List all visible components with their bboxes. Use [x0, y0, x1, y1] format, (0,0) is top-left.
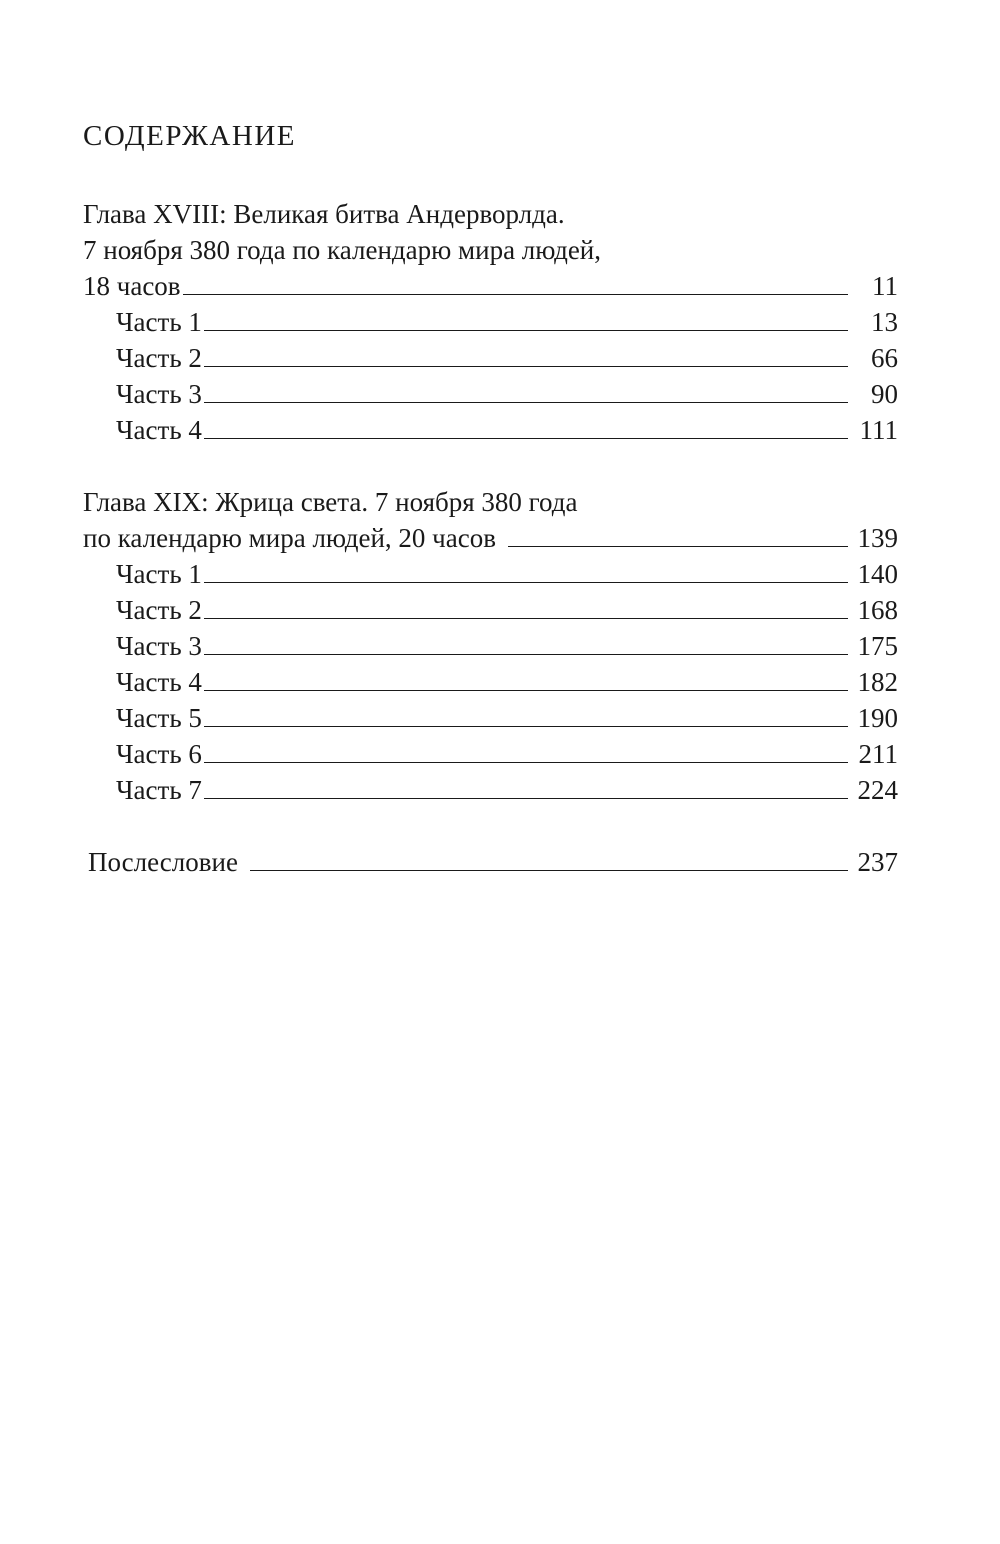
toc-entry-chapter-19[interactable]	[83, 520, 898, 556]
toc-entry-ch19-part-7[interactable]	[116, 772, 898, 808]
leader-line	[508, 520, 848, 547]
page-number: 140	[857, 559, 898, 589]
chapter-18-title-line-2: 7 ноября 380 года по календарю мира людей,	[83, 235, 601, 265]
entry-label: Часть 2	[116, 595, 202, 625]
page-number: 90	[871, 379, 898, 409]
leader-line	[204, 556, 848, 583]
leader-line	[204, 628, 848, 655]
entry-label: Часть 4	[116, 667, 202, 697]
leader-line	[204, 664, 848, 691]
toc-entry-ch19-part-6[interactable]	[116, 736, 898, 772]
leader-line	[183, 268, 848, 295]
page-number: 13	[871, 307, 898, 337]
chapter-18-title-line-1: Глава XVIII: Великая битва Андерворлда.	[83, 199, 565, 229]
entry-label: Часть 1	[116, 559, 202, 589]
toc-entry-ch18-part-1[interactable]	[116, 304, 898, 340]
leader-line	[204, 592, 848, 619]
toc-entry-ch19-part-3[interactable]	[116, 628, 898, 664]
toc-entry-chapter-18[interactable]	[83, 268, 898, 304]
leader-line	[250, 844, 848, 871]
page-number: 211	[858, 739, 898, 769]
leader-line	[204, 412, 848, 439]
toc-entry-ch18-part-2[interactable]	[116, 340, 898, 376]
leader-line	[204, 340, 848, 367]
toc-entry-ch19-part-1[interactable]	[116, 556, 898, 592]
leader-line	[204, 376, 848, 403]
leader-line	[204, 700, 848, 727]
toc-entry-ch18-part-4[interactable]	[116, 412, 898, 448]
chapter-19-title-line-1: Глава XIX: Жрица света. 7 ноября 380 года	[83, 487, 578, 517]
toc-entry-ch19-part-2[interactable]	[116, 592, 898, 628]
toc-entry-ch19-part-5[interactable]	[116, 700, 898, 736]
leader-line	[204, 772, 848, 799]
entry-label: Часть 4	[116, 415, 202, 445]
entry-label: Часть 6	[116, 739, 202, 769]
page-number: 175	[857, 631, 898, 661]
page-number: 190	[857, 703, 898, 733]
entry-label: 18 часов	[83, 271, 181, 301]
page-title: СОДЕРЖАНИЕ	[83, 120, 296, 152]
page-number: 66	[871, 343, 898, 373]
page-number: 237	[857, 847, 898, 877]
leader-line	[204, 304, 848, 331]
entry-label: Послесловие	[88, 847, 238, 877]
page-number: 111	[859, 415, 898, 445]
entry-label: Часть 1	[116, 307, 202, 337]
page-number: 168	[857, 595, 898, 625]
entry-label: Часть 3	[116, 631, 202, 661]
entry-label: Часть 5	[116, 703, 202, 733]
page-number: 182	[857, 667, 898, 697]
page-number: 139	[857, 523, 898, 553]
toc-entry-afterword[interactable]	[88, 844, 898, 880]
page-number: 11	[872, 271, 898, 301]
leader-line	[204, 736, 848, 763]
toc-entry-ch18-part-3[interactable]	[116, 376, 898, 412]
entry-label: по календарю мира людей, 20 часов	[83, 523, 496, 553]
entry-label: Часть 2	[116, 343, 202, 373]
page-number: 224	[857, 775, 898, 805]
entry-label: Часть 7	[116, 775, 202, 805]
toc-entry-ch19-part-4[interactable]	[116, 664, 898, 700]
entry-label: Часть 3	[116, 379, 202, 409]
